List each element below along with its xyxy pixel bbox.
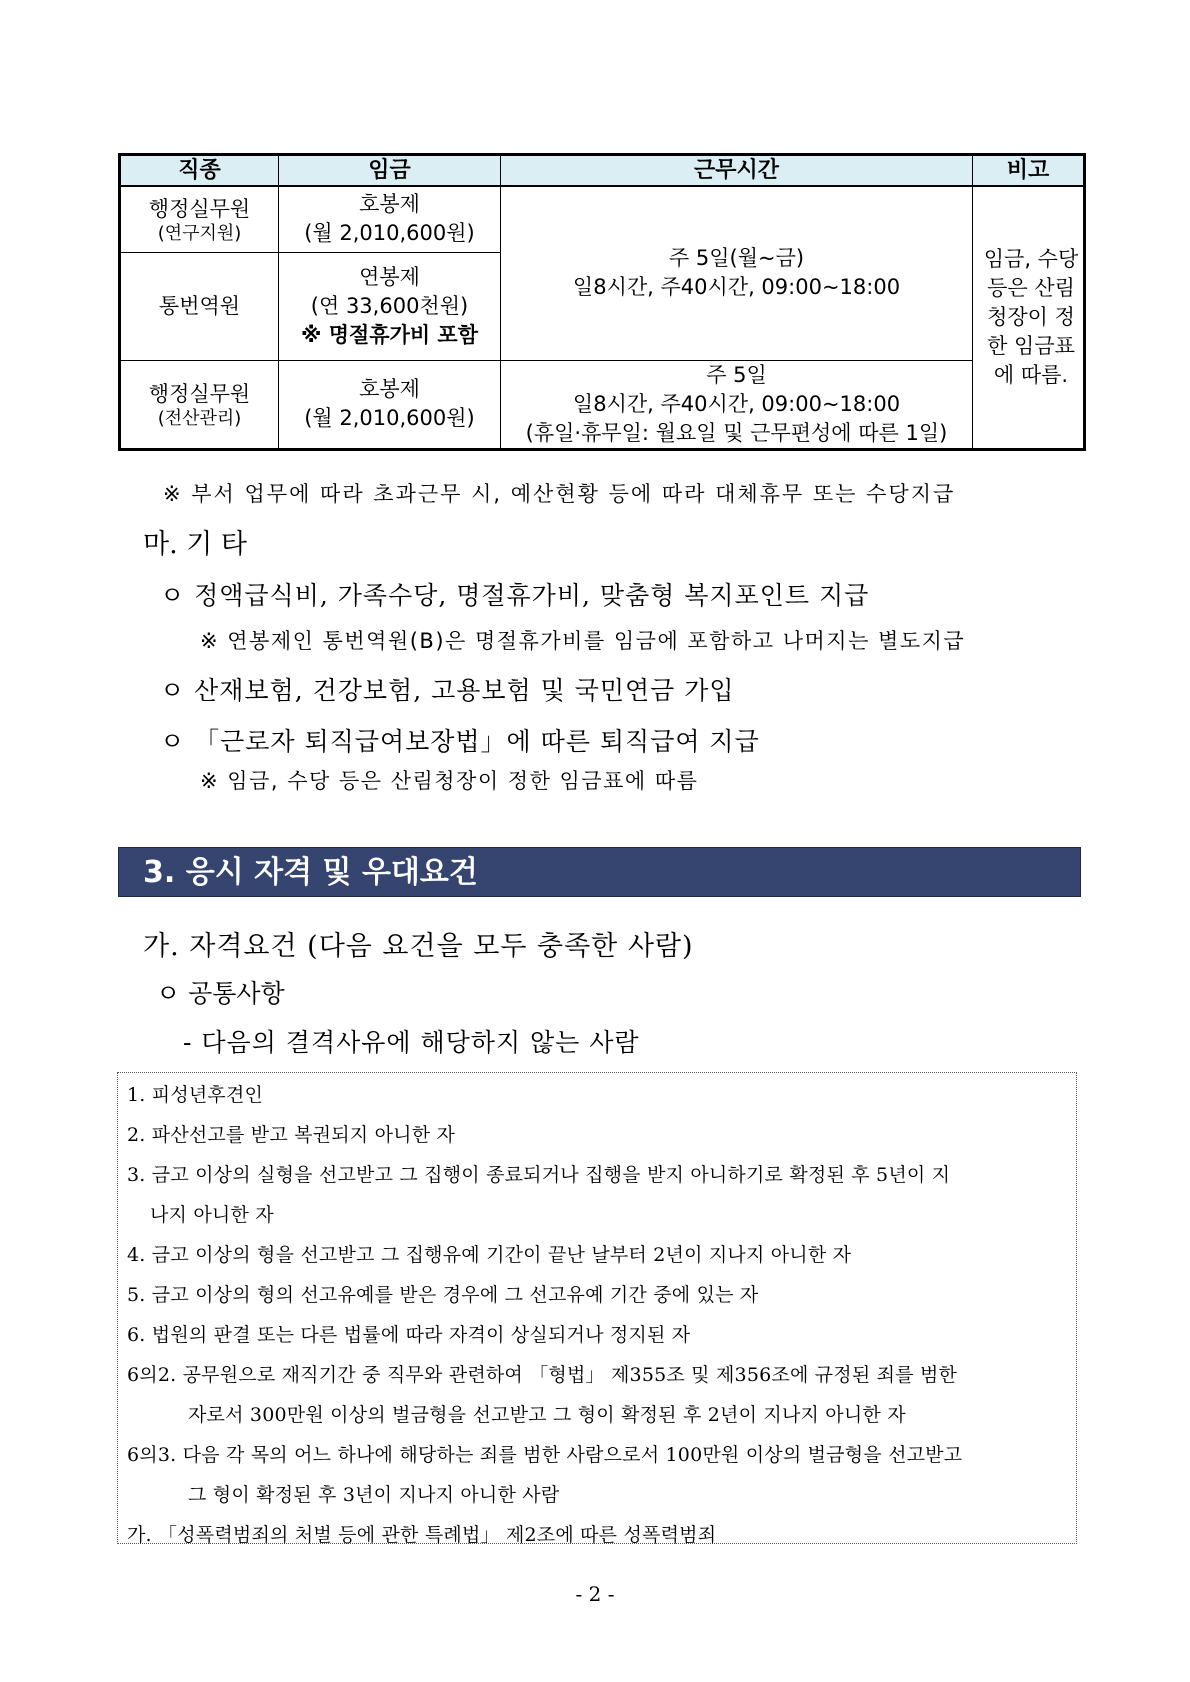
qualification-subheading: 가. 자격요건 (다음 요건을 모두 충족한 사람) bbox=[143, 931, 694, 962]
hours-cell: 주 5일(월~금) 일8시간, 주40시간, 09:00~18:00 bbox=[501, 186, 973, 360]
header-note: 비고 bbox=[973, 155, 1085, 187]
section-title-bar: 3. 응시 자격 및 우대요건 bbox=[118, 847, 1081, 897]
etc-item: ㅇ 정액급식비, 가족수당, 명절휴가비, 맞춤형 복지포인트 지급 bbox=[160, 581, 870, 610]
disqualification-item: 2. 파산선고를 받고 복권되지 아니한 자 bbox=[127, 1124, 456, 1146]
disqualification-item: 5. 금고 이상의 형의 선고유예를 받은 경우에 그 선고유예 기간 중에 있는 자 bbox=[127, 1284, 759, 1306]
wage-cell: 호봉제 (월 2,010,600원) bbox=[279, 186, 501, 252]
hours-cell: 주 5일 일8시간, 주40시간, 09:00~18:00 (휴일·휴무일: 월요일 및 근무편성에 따른 1일) bbox=[501, 360, 973, 449]
disqualification-item: 4. 금고 이상의 형을 선고받고 그 집행유예 기간이 끝난 날부터 2년이 지나지 아니한 자 bbox=[127, 1244, 852, 1266]
disqualification-item: 자로서 300만원 이상의 벌금형을 선고받고 그 형이 확정된 후 2년이 지나지 아니한 자 bbox=[188, 1404, 906, 1426]
disqualification-item: 그 형이 확정된 후 3년이 지나지 아니한 사람 bbox=[188, 1484, 560, 1506]
wage-cell: 연봉제 (연 33,600천원) ※ 명절휴가비 포함 bbox=[279, 252, 501, 360]
wage-table bbox=[118, 153, 1086, 451]
header-hours: 근무시간 bbox=[501, 155, 973, 187]
header-wage: 임금 bbox=[279, 155, 501, 187]
job-cell: 통번역원 bbox=[120, 252, 279, 360]
etc-heading: 마. 기 타 bbox=[143, 529, 247, 560]
disqualification-item: 가. 「성폭력범죄의 처벌 등에 관한 특례법」 제2조에 따른 성폭력범죄 bbox=[127, 1524, 717, 1546]
note-cell: 임금, 수당 등은 산림 청장이 정 한 임금표 에 따름. bbox=[973, 186, 1085, 449]
etc-subnote: ※ 임금, 수당 등은 산림청장이 정한 임금표에 따름 bbox=[200, 769, 699, 793]
disqualification-item: 나지 아니한 자 bbox=[150, 1204, 274, 1226]
etc-item: ㅇ 「근로자 퇴직급여보장법」에 따른 퇴직급여 지급 bbox=[160, 727, 760, 756]
common-items-heading: ㅇ 공통사항 bbox=[156, 979, 285, 1008]
disqualification-item: 6의2. 공무원으로 재직기간 중 직무와 관련하여 「형법」 제355조 및 제356조에 규정된 죄를 범한 bbox=[127, 1364, 958, 1386]
etc-subnote: ※ 연봉제인 통번역원(B)은 명절휴가비를 임금에 포함하고 나머지는 별도지급 bbox=[200, 629, 966, 653]
header-job: 직종 bbox=[120, 155, 279, 187]
disqualification-box bbox=[117, 1072, 1077, 1544]
job-cell: 행정실무원 (전산관리) bbox=[120, 360, 279, 449]
disqualification-intro: - 다음의 결격사유에 해당하지 않는 사람 bbox=[183, 1028, 640, 1057]
table-row bbox=[120, 360, 1085, 449]
disqualification-item: 1. 피성년후견인 bbox=[127, 1084, 264, 1106]
disqualification-item: 6의3. 다음 각 목의 어느 하나에 해당하는 죄를 범한 사람으로서 100만원 이상의 벌금형을 선고받고 bbox=[127, 1444, 963, 1466]
overtime-note: ※ 부서 업무에 따라 초과근무 시, 예산현황 등에 따라 대체휴무 또는 수당지급 bbox=[163, 482, 956, 506]
table-header-row bbox=[120, 155, 1085, 187]
table-row bbox=[120, 186, 1085, 252]
disqualification-item: 3. 금고 이상의 실형을 선고받고 그 집행이 종료되거나 집행을 받지 아니하기로 확정된 후 5년이 지 bbox=[127, 1164, 951, 1186]
disqualification-item: 6. 법원의 판결 또는 다른 법률에 따라 자격이 상실되거나 정지된 자 bbox=[127, 1324, 691, 1346]
page-number: - 2 - bbox=[575, 1582, 615, 1606]
etc-item: ㅇ 산재보험, 건강보험, 고용보험 및 국민연금 가입 bbox=[160, 676, 735, 705]
wage-cell: 호봉제 (월 2,010,600원) bbox=[279, 360, 501, 449]
job-cell: 행정실무원 (연구지원) bbox=[120, 186, 279, 252]
